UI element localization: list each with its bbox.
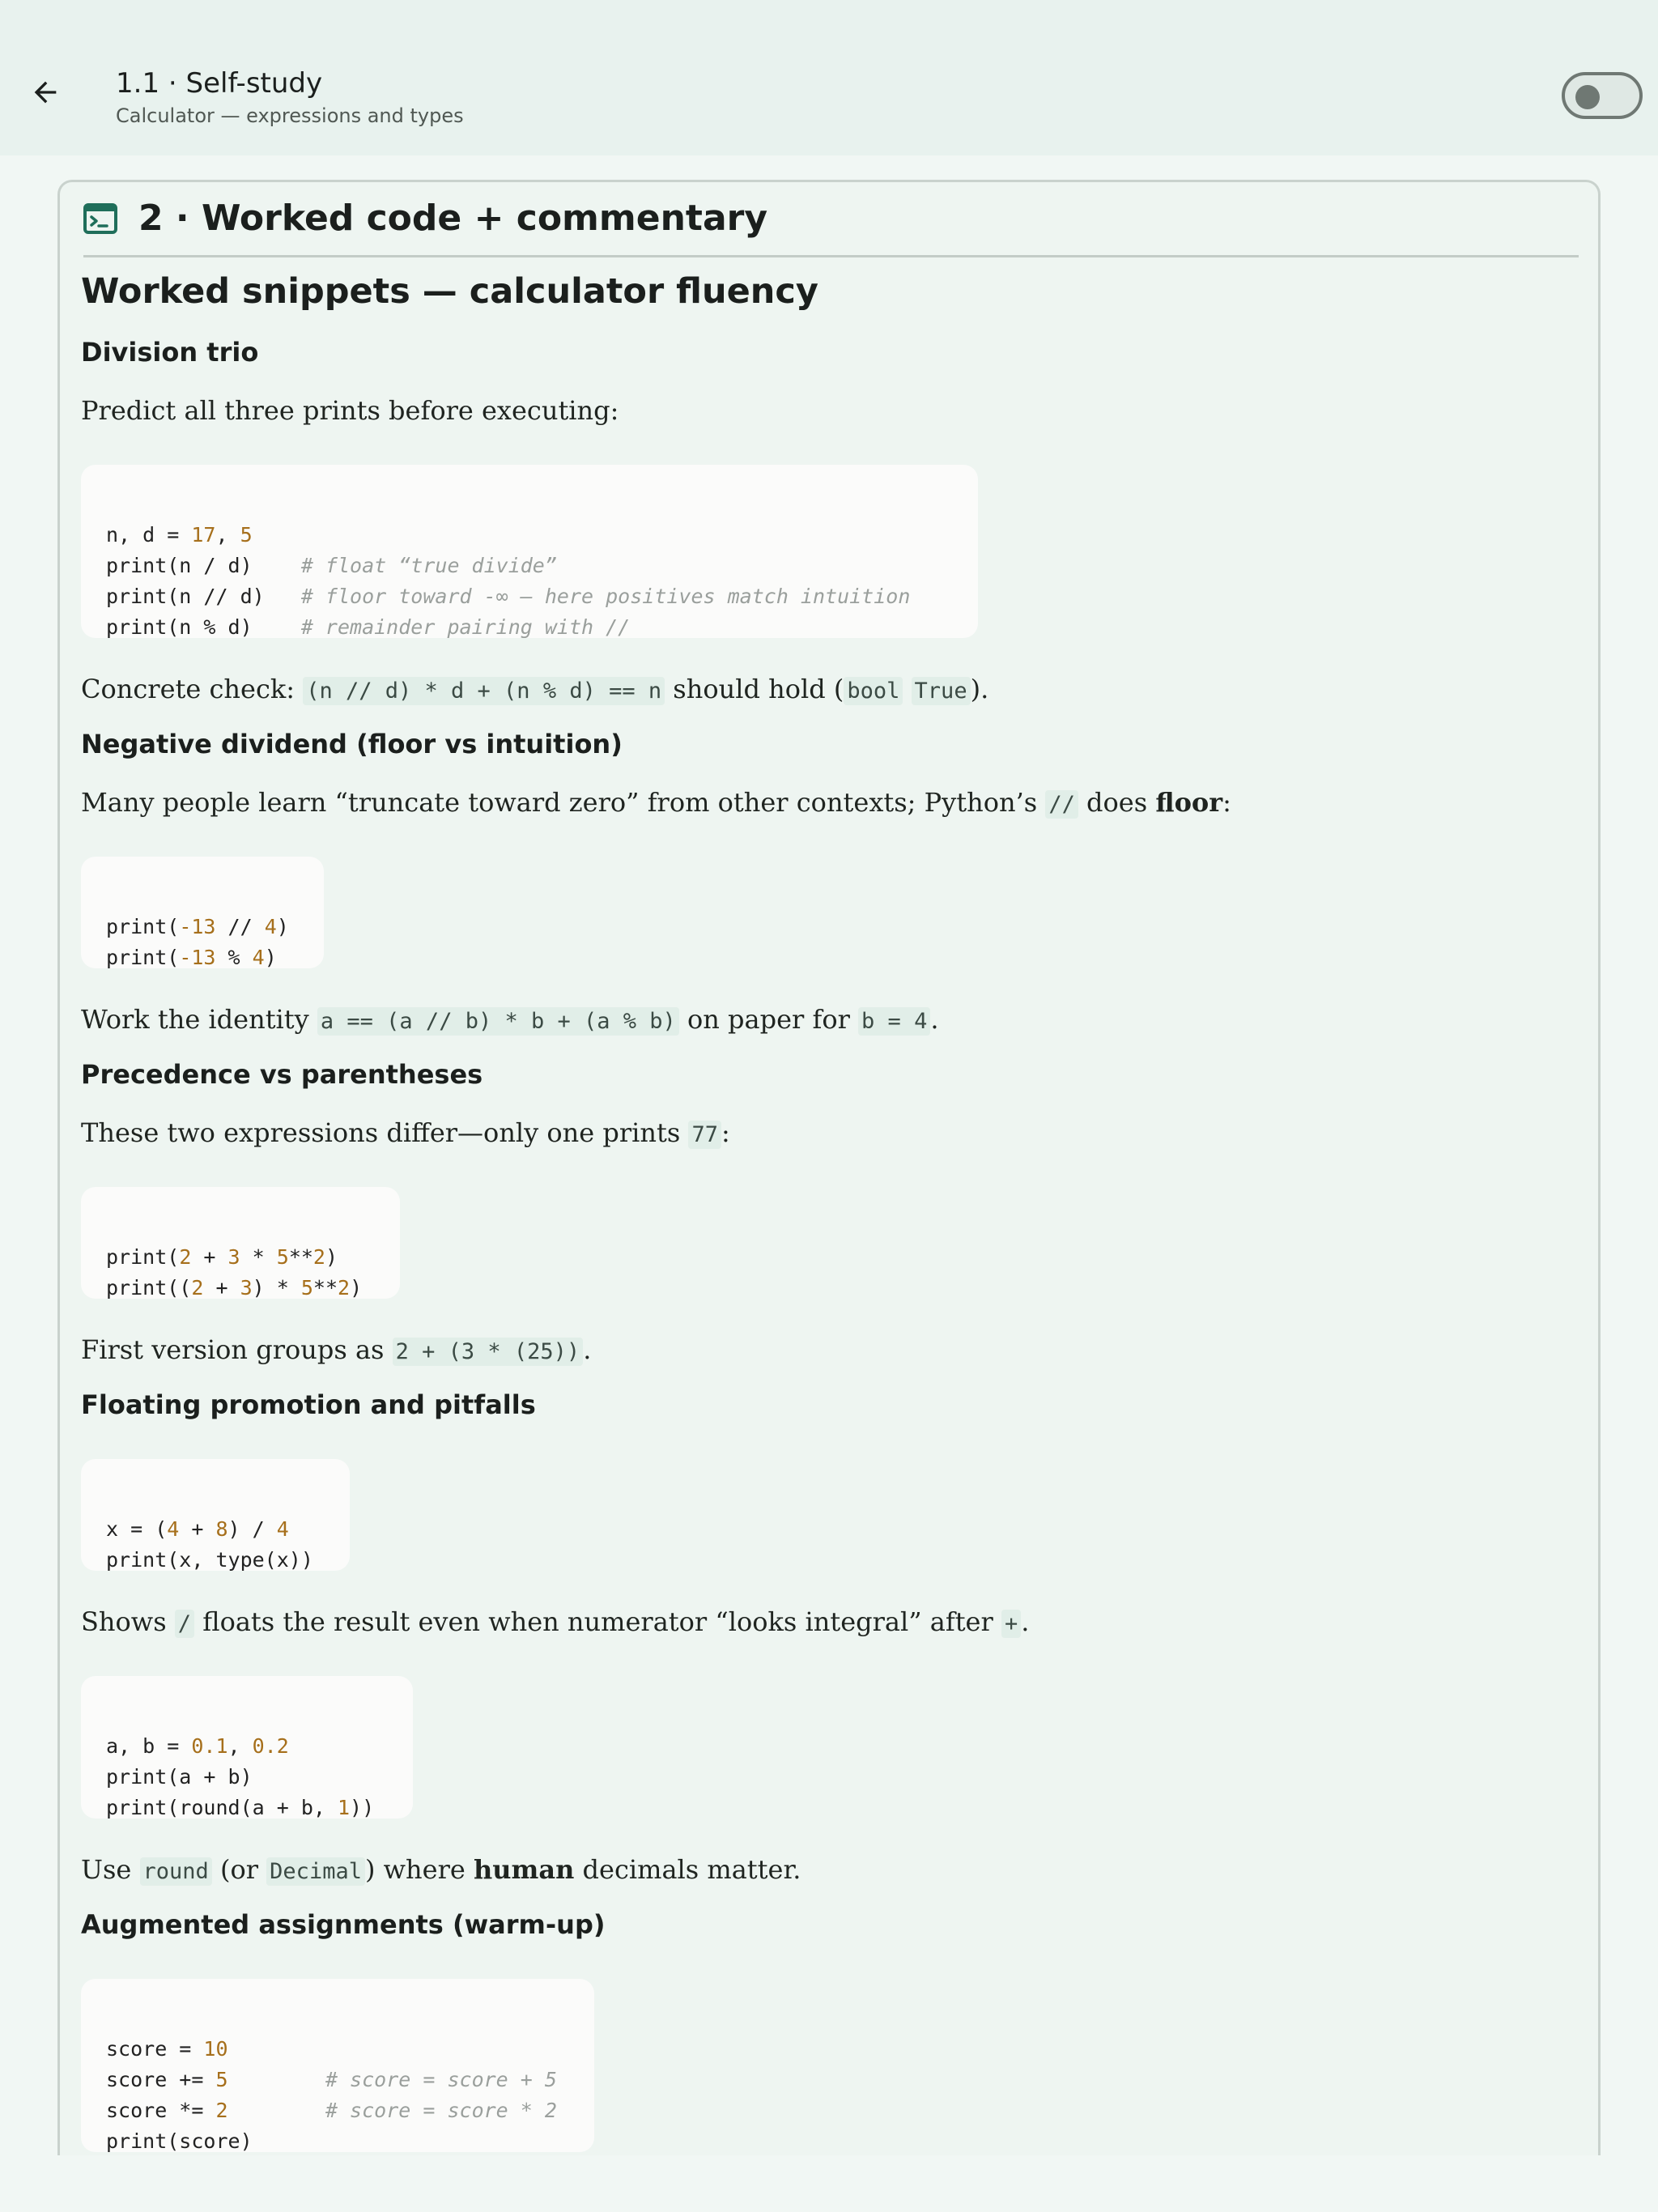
theme-toggle[interactable]	[1562, 72, 1643, 119]
code-block-augmented: score = 10 score += 5 # score = score + 5 score *= 2 # score = score * 2 print(score)	[81, 1979, 594, 2152]
page-subtitle: Calculator — expressions and types	[116, 104, 464, 127]
heading-negative-dividend: Negative dividend (floor vs intuition)	[81, 729, 623, 759]
heading-precedence: Precedence vs parentheses	[81, 1059, 483, 1090]
code-block-negative: print(-13 // 4) print(-13 % 4)	[81, 857, 324, 968]
toggle-knob	[1575, 85, 1600, 109]
code-block-precedence: print(2 + 3 * 5**2) print((2 + 3) * 5**2)	[81, 1187, 400, 1299]
page-title: 1.1 · Self-study	[116, 67, 323, 100]
heading-division-trio: Division trio	[81, 337, 259, 368]
paragraph-shows-floats: Shows / floats the result even when numerator “looks integral” after + .	[81, 1606, 1030, 1637]
paragraph-precedence-intro: These two expressions differ—only one prints 77 :	[81, 1117, 730, 1148]
code-block-floating-1: x = (4 + 8) / 4 print(x, type(x))	[81, 1459, 350, 1571]
terminal-icon	[83, 203, 117, 234]
section-header	[83, 182, 1579, 257]
paragraph-division-intro: Predict all three prints before executing:	[81, 395, 619, 426]
heading-floating: Floating promotion and pitfalls	[81, 1389, 536, 1420]
section-title: 2 · Worked code + commentary	[138, 198, 768, 239]
paragraph-use-round: Use round (or Decimal ) where human decimals matter.	[81, 1854, 801, 1885]
lesson-content	[81, 266, 1554, 2152]
code-block-floating-2: a, b = 0.1, 0.2 print(a + b) print(round(a + b, 1))	[81, 1676, 413, 1819]
top-app-bar	[0, 0, 1658, 155]
paragraph-negative-intro: Many people learn “truncate toward zero” from other contexts; Python’s // does floor:	[81, 787, 1231, 818]
paragraph-concrete-check: Concrete check: (n // d) * d + (n % d) == n should hold ( bool True ).	[81, 674, 989, 704]
back-button[interactable]	[23, 70, 68, 115]
paragraph-work-identity: Work the identity a == (a // b) * b + (a % b) on paper for b = 4 .	[81, 1004, 939, 1035]
arrow-left-icon	[29, 76, 62, 108]
code-block-division: n, d = 17, 5 print(n / d) # float “true divide” print(n // d) # floor toward -∞ — here positives match intuition print(n % d) # remainder pairing with //	[81, 465, 978, 638]
paragraph-first-version: First version groups as 2 + (3 * (25)) .	[81, 1334, 592, 1365]
heading-augmented: Augmented assignments (warm-up)	[81, 1909, 606, 1940]
content-heading: Worked snippets — calculator fluency	[81, 271, 818, 312]
